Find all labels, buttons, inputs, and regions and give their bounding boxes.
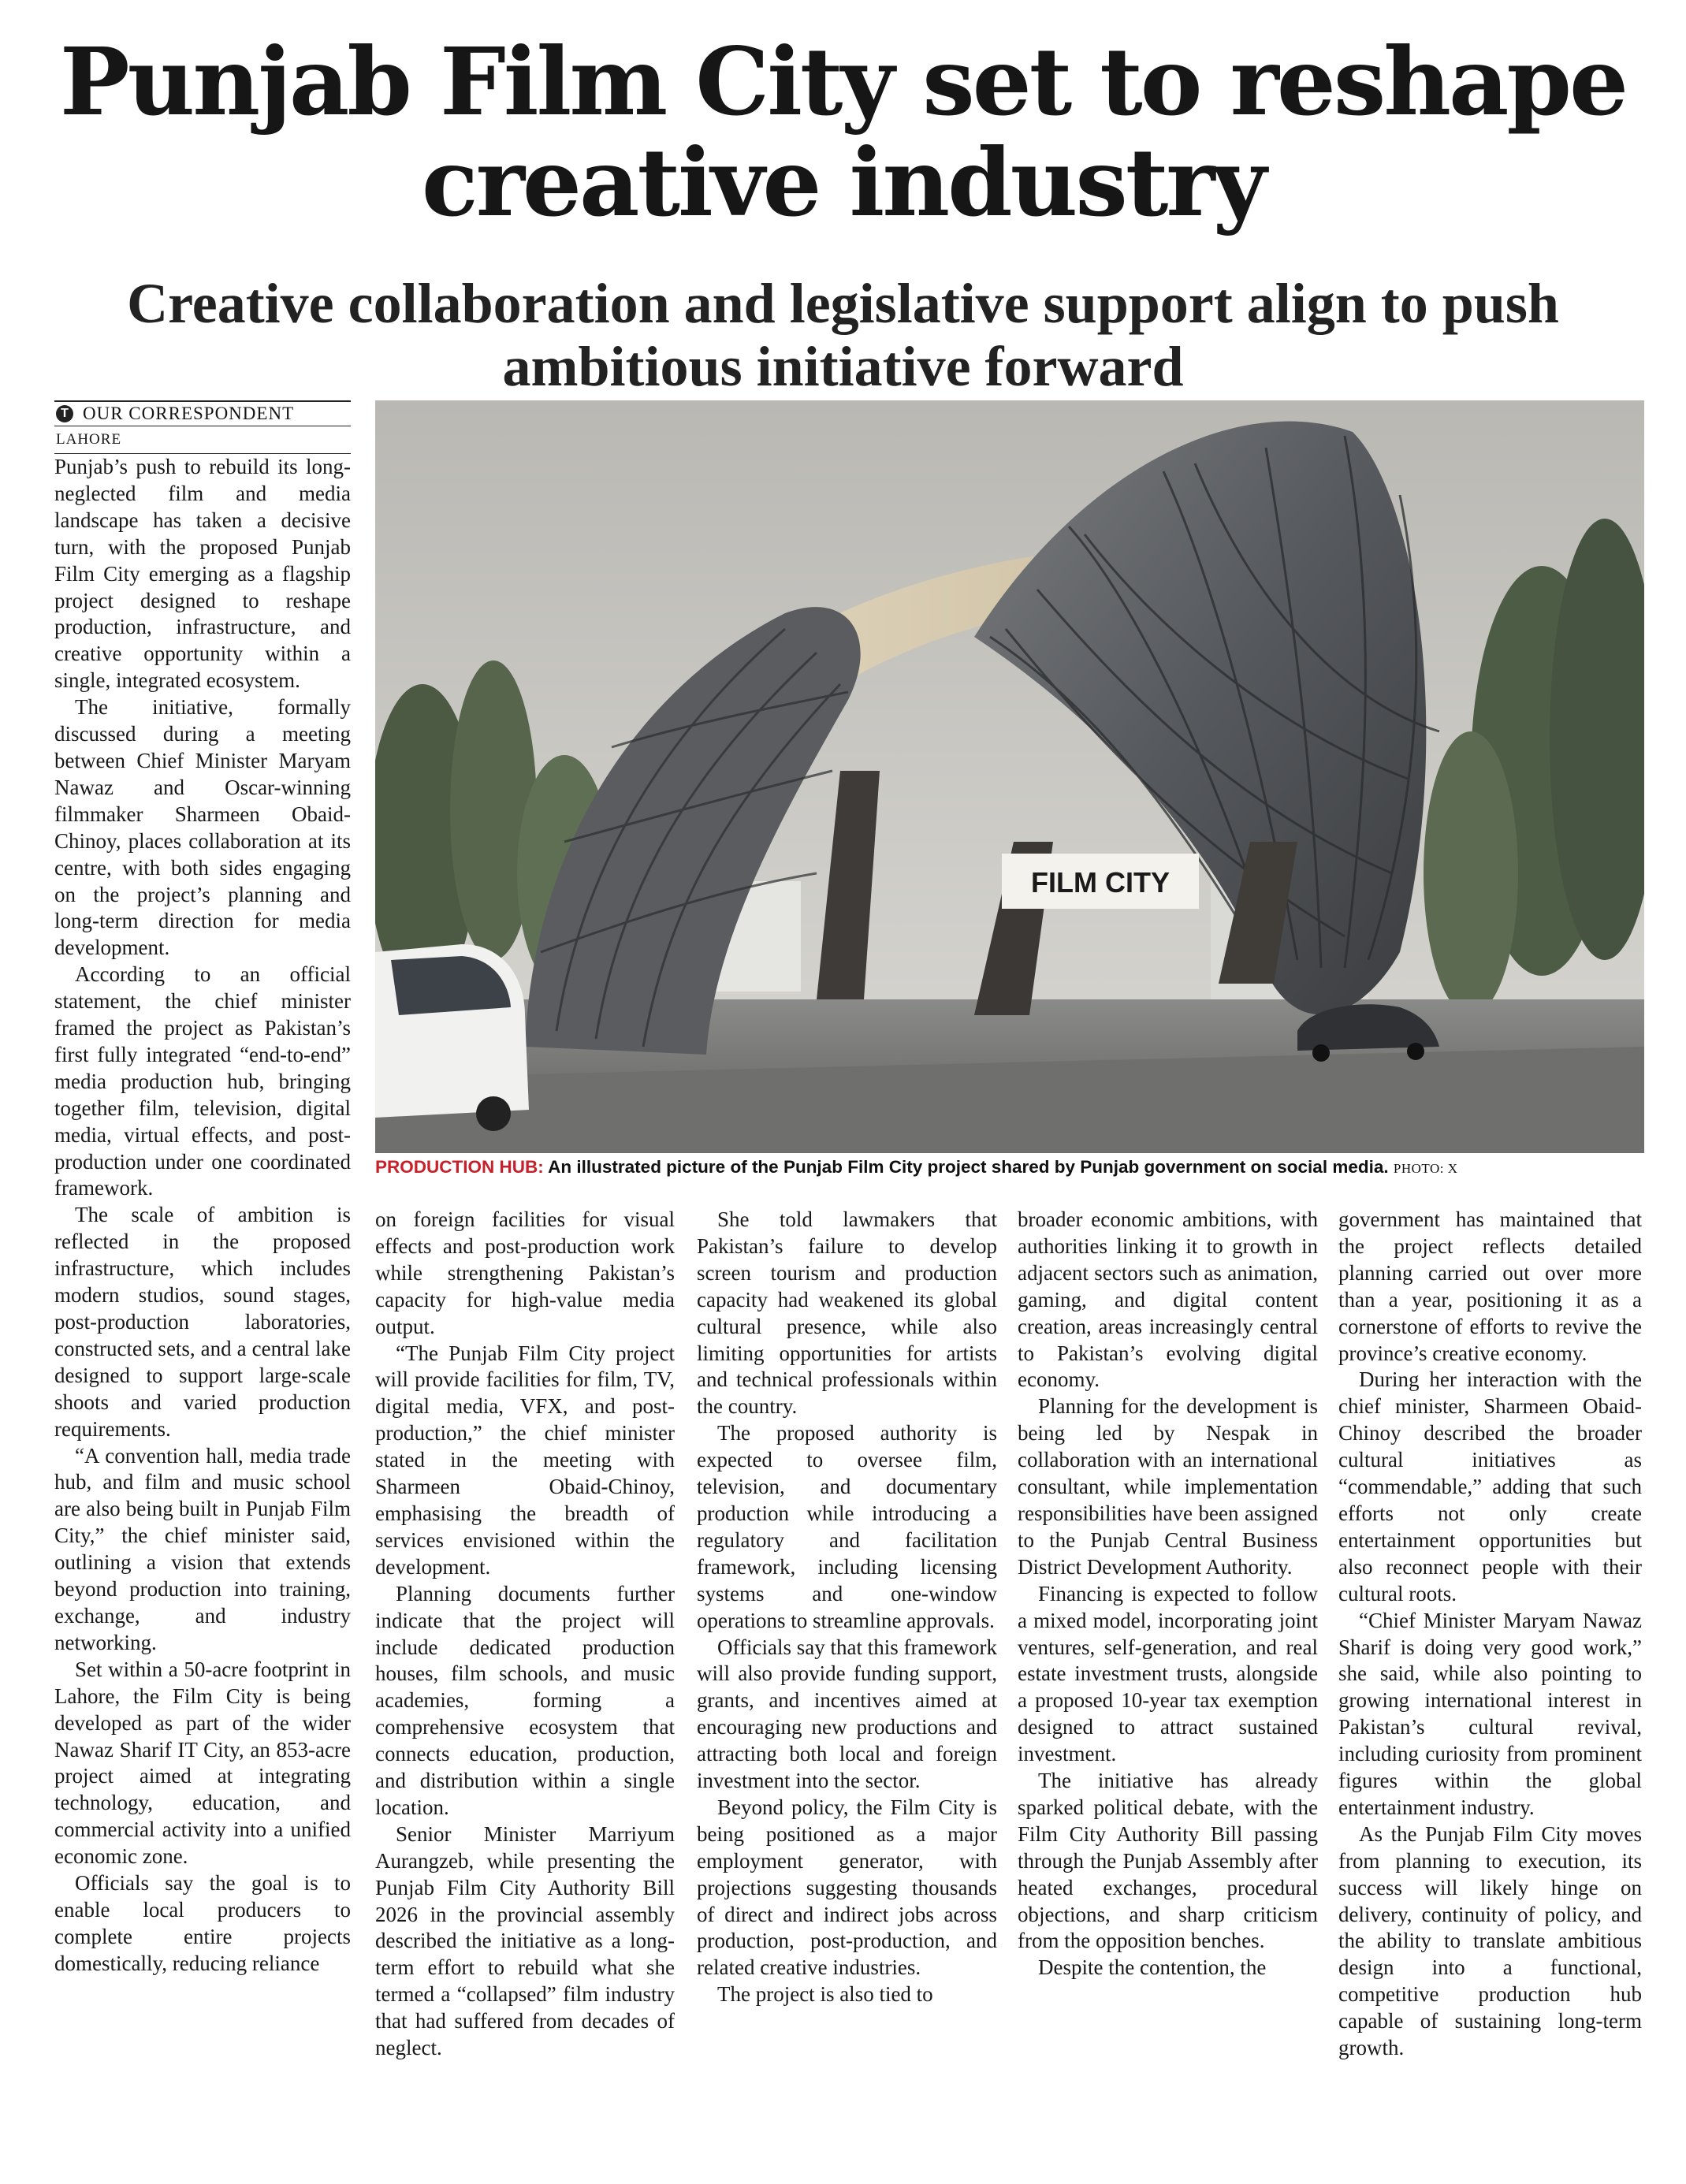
article-paragraph: The initiative has already sparked political debate, with the Film City Authority Bill passing through the Punjab Assembly after heated exchanges, procedural objections, and sharp criticism from the opposition benches. (1018, 1769, 1318, 1953)
article-paragraph: During her interaction with the chief minister, Sharmeen Obaid-Chinoy described the broader cultural initiatives as “commendable,” adding that such efforts not only create entertainment opportunities but also reconnect people with their cultural roots. (1338, 1367, 1642, 1605)
headline (47, 27, 1639, 237)
byline-location: LAHORE (54, 426, 351, 454)
subheadline-line-2: ambitious initiative forward (502, 335, 1184, 398)
subheadline-line-1: Creative collaboration and legislative support align to push (127, 272, 1559, 335)
article-paragraph: The proposed authority is expected to oversee film, television, and documentary production while introducing a regulatory and facilitation framework, including licensing systems and one-window operations to streamline approvals. (697, 1421, 997, 1632)
article-paragraph: broader economic ambitions, with authorities linking it to growth in adjacent sectors such as animation, gaming, and digital content creation, areas increasingly central to Pakistan’s evolving digital economy. (1018, 1207, 1318, 1392)
article-paragraph: Financing is expected to follow a mixed model, incorporating joint ventures, self-generation, and real estate investment trusts, alongside a proposed 10-year tax exemption designed to attract sustained investment. (1018, 1581, 1318, 1766)
article-paragraph: Set within a 50-acre footprint in Lahore, the Film City is being developed as part of the wider Nawaz Sharif IT City, an 853-acre project aimed at integrating technology, education, and commercial activity into a unified economic zone. (54, 1657, 351, 1869)
article-paragraph: “A convention hall, media trade hub, and film and music school are also being built in Punjab Film City,” the chief minister said, outlining a vision that extends beyond production into training, exchange, and industry networking. (54, 1443, 351, 1654)
article-paragraph: She told lawmakers that Pakistan’s failure to develop screen tourism and production capacity had weakened its global cultural presence, while also limiting opportunities for artists and technical professionals within the country. (697, 1207, 997, 1419)
byline (54, 400, 351, 454)
article-paragraph: Beyond policy, the Film City is being positioned as a major employment generator, with projections suggesting thousands of direct and indirect jobs across production, post-production, and related creative industries. (697, 1795, 997, 1980)
subheadline (47, 272, 1639, 398)
photo-credit: PHOTO: X (1393, 1161, 1458, 1176)
article-paragraph: The initiative, formally discussed during a meeting between Chief Minister Maryam Nawaz and Oscar-winning filmmaker Sharmeen Obaid-Chinoy, places collaboration at its centre, with both sides engaging on the project’s planning and long-term direction for media development. (54, 695, 351, 960)
article-column-3 (697, 1207, 997, 2160)
photo-caption (375, 1157, 1644, 1184)
article-paragraph: “The Punjab Film City project will provide facilities for film, TV, digital media, VFX, and post-production,” the chief minister stated in the meeting with Sharmeen Obaid-Chinoy, emphasising the breadth of services envisioned within the development. (375, 1341, 675, 1579)
byline-author: OUR CORRESPONDENT (83, 404, 295, 423)
caption-text: An illustrated picture of the Punjab Film City project shared by Punjab government on social media. (543, 1157, 1389, 1177)
article-paragraph: Planning for the development is being led by Nespak in collaboration with an international consultant, while implementation responsibilities have been assigned to the Punjab Central Business District Development Authority. (1018, 1394, 1318, 1579)
article-column-1 (54, 454, 351, 2156)
article-paragraph: government has maintained that the project reflects detailed planning carried out over more than a year, positioning it as a cornerstone of efforts to revive the province’s creative economy. (1338, 1207, 1642, 1365)
article-paragraph: Punjab’s push to rebuild its long-neglected film and media landscape has taken a decisive turn, with the proposed Punjab Film City emerging as a flagship project designed to reshape production, infrastructure, and creative opportunity within a single, integrated ecosystem. (54, 455, 351, 693)
headline-line-1: Punjab Film City set to reshape (59, 27, 1627, 136)
article-column-2 (375, 1207, 675, 2160)
film-city-image (375, 400, 1644, 1153)
article-paragraph: Officials say that this framework will also provide funding support, grants, and incentives aimed at encouraging new productions and attracting both local and foreign investment into the sector. (697, 1635, 997, 1793)
article-paragraph: Officials say the goal is to enable local producers to complete entire projects domestically, reducing reliance (54, 1871, 351, 1975)
article-paragraph: on foreign facilities for visual effects and post-production work while strengthening Pakistan’s capacity for high-value media output. (375, 1207, 675, 1338)
byline-author-row (54, 400, 351, 426)
article-paragraph: “Chief Minister Maryam Nawaz Sharif is doing very good work,” she said, while also pointing to growing international interest in Pakistan’s cultural revival, including curiosity from prominent figures within the global entertainment industry. (1338, 1608, 1642, 1819)
article-paragraph: As the Punjab Film City moves from planning to execution, its success will likely hinge on delivery, continuity of policy, and the ability to translate ambitious design into a functional, competitive production hub capable of sustaining long-term growth. (1338, 1821, 1642, 2060)
article-paragraph: The scale of ambition is reflected in the proposed infrastructure, which includes modern studios, sound stages, post-production laboratories, constructed sets, and a central lake designed to support large-scale shoots and varied production requirements. (54, 1203, 351, 1441)
headline-line-2: creative industry (421, 128, 1265, 237)
film-city-illustration (375, 400, 1644, 1153)
article-paragraph: Despite the contention, the (1038, 1955, 1267, 1980)
caption-lead: PRODUCTION HUB: (375, 1157, 544, 1177)
article-paragraph: Senior Minister Marriyum Aurangzeb, while presenting the Punjab Film City Authority Bill 2026 in the provincial assembly described the initiative as a long-term effort to rebuild what she termed a “collapsed” film industry that had suffered from decades of neglect. (375, 1821, 675, 2060)
article-column-4 (1018, 1207, 1318, 2160)
article-column-5 (1338, 1207, 1642, 2160)
article-paragraph: Planning documents further indicate that the project will include dedicated production houses, film schools, and music academies, forming a comprehensive ecosystem that connects education, production, and distribution within a single location. (375, 1581, 675, 1819)
article-paragraph: According to an official statement, the chief minister framed the project as Pakistan’s first fully integrated “end-to-end” media production hub, bringing together film, television, digital media, virtual effects, and post-production under one coordinated framework. (54, 962, 351, 1200)
publication-logo-icon: T (56, 405, 73, 422)
film-city-sign: FILM CITY (1031, 866, 1170, 899)
article-paragraph: The project is also tied to (717, 1982, 933, 2007)
